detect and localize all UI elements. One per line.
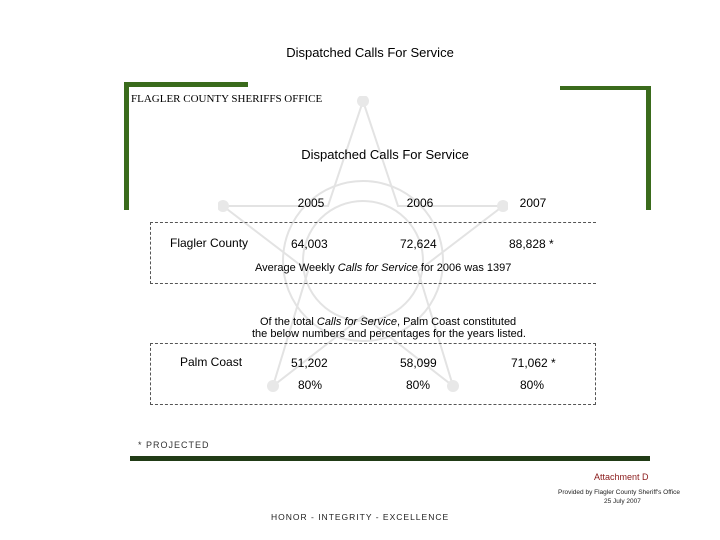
palm-coast-intro-line2: the below numbers and percentages for the years listed.: [252, 328, 526, 340]
projected-footnote: * PROJECTED: [138, 440, 210, 450]
flagler-value-2005: 64,003: [291, 237, 328, 251]
palm-coast-box: [150, 343, 596, 405]
year-2005: 2005: [297, 196, 325, 210]
section-subtitle: Dispatched Calls For Service: [301, 147, 469, 162]
document-date: 25 July 2007: [604, 498, 641, 505]
frame-bar-left: [124, 82, 129, 210]
palm-coast-percent-2005: 80%: [298, 378, 323, 392]
palm-coast-label: Palm Coast: [180, 355, 243, 369]
year-2007: 2007: [519, 196, 547, 210]
average-weekly-note: Average Weekly Calls for Service for 2006 was 1397: [255, 262, 512, 274]
palm-coast-value-2005: 51,202: [291, 356, 328, 370]
attachment-label: Attachment D: [594, 472, 649, 482]
palm-coast-value-2007: 71,062 *: [511, 356, 556, 370]
motto: HONOR - INTEGRITY - EXCELLENCE: [271, 512, 450, 522]
office-name: FLAGLER COUNTY SHERIFFS OFFICE: [131, 93, 323, 105]
provided-by-note: Provided by Flagler County Sheriff's Office: [558, 489, 681, 496]
flagler-county-label: Flagler County: [170, 236, 249, 250]
palm-coast-value-2006: 58,099: [400, 356, 437, 370]
page-title: Dispatched Calls For Service: [286, 45, 454, 60]
flagler-value-2006: 72,624: [400, 237, 437, 251]
flagler-value-2007: 88,828 *: [509, 237, 554, 251]
frame-bar-top-left: [124, 82, 248, 87]
flagler-county-box: [150, 222, 596, 284]
footer-bar: [130, 456, 650, 461]
palm-coast-intro-line1: Of the total Calls for Service, Palm Coast constituted: [260, 316, 517, 328]
palm-coast-percent-2006: 80%: [406, 378, 431, 392]
palm-coast-percent-2007: 80%: [520, 378, 545, 392]
year-2006: 2006: [406, 196, 434, 210]
frame-bar-top-right: [560, 86, 651, 90]
